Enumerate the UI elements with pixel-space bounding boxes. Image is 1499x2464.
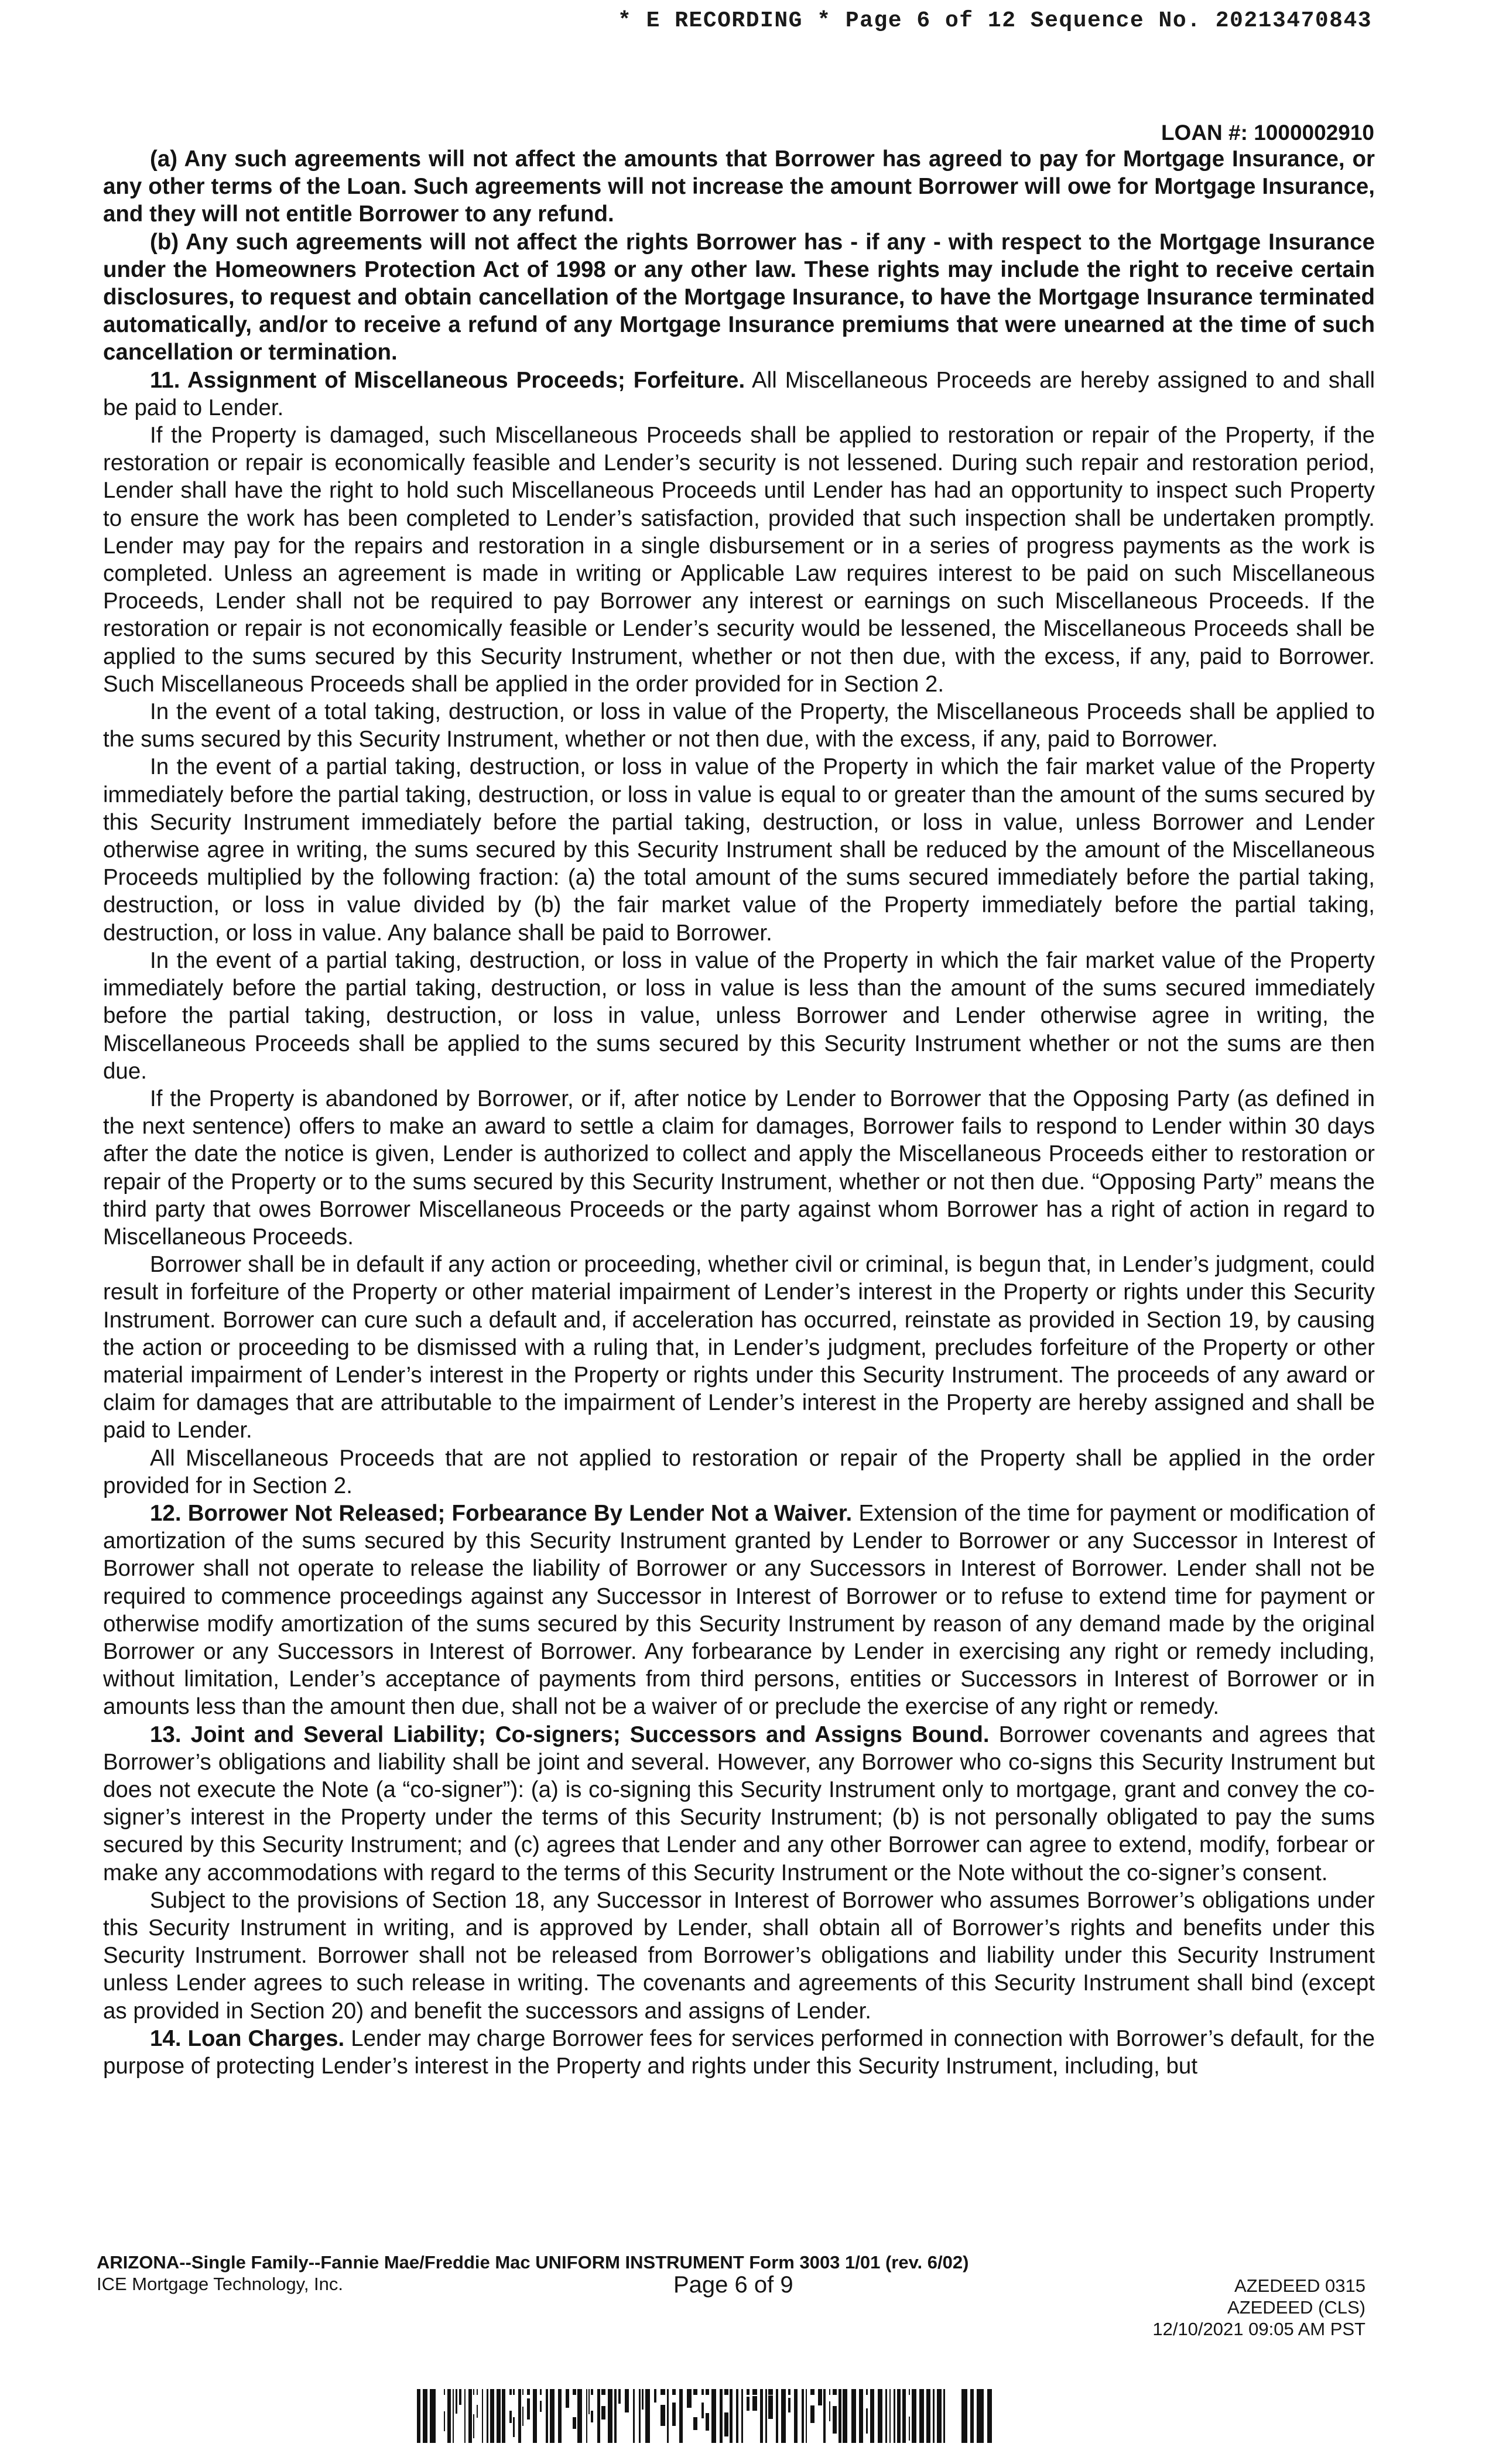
barcode-bar	[933, 2389, 935, 2443]
barcode-bar	[654, 2389, 656, 2395]
barcode-bar	[894, 2389, 895, 2443]
barcode-bar	[456, 2394, 457, 2414]
paragraph-misc-proceeds-order: All Miscellaneous Proceeds that are not applied to restoration or repair of the Property shall be applied in the order provided for in Section 2.	[103, 1445, 1375, 1498]
barcode-bar	[693, 2389, 697, 2395]
barcode-bar	[977, 2389, 984, 2443]
barcode-bar	[833, 2406, 837, 2434]
paragraph-property-damaged: If the Property is damaged, such Miscellaneous Proceeds shall be applied to restoration or repair of the Property, if the restoration or repair is economically feasible and Lender’s security is not lessened. During such repair and restoration period, Lender shall have the right to hold such Miscellaneous Proceeds until Lender has had an opportunity to inspect such Property to ensure the work has been completed to Lender’s satisfaction, provided that such inspection shall be undertaken promptly. Lender may pay for the repairs and restoration in a single disbursement or in a series of progress payments as the work is completed. Unless an agreement is made in writing or Applicable Law requires interest to be paid on such Miscellaneous Proceeds, Lender shall not be required to pay Borrower any interest or earnings on such Miscellaneous Proceeds. If the restoration or repair is not economically feasible or Lender’s security would be lessened, the Miscellaneous Proceeds shall be applied to the sums secured by this Security Instrument, whether or not then due, with the excess, if any, paid to Borrower. Such Miscellaneous Proceeds shall be applied in the order provided for in Section 2.	[103, 423, 1375, 697]
section-12-text: Extension of the time for payment or modification of amortization of the sums secured by this Security Instrument granted by Lender to Borrower or any Successor in Interest of Borrower shall not operate to release the liability of Borrower or any Successors in Interest of Borrower. Lender shall not be required to commence proceedings against any Successor in Interest of Borrower or to refuse to extend time for payment or otherwise modify amortization of the sums secured by this Security Instrument by reason of any demand made by the original Borrower or any Successors in Interest of Borrower. Any forbearance by Lender in exercising any right or remedy including, without limitation, Lender’s acceptance of payments from third persons, entities or Successors in Interest of Borrower or in amounts less than the amount then due, shall not be a waiver of or preclude the exercise of any right or remedy.	[103, 1500, 1375, 1720]
barcode-bar	[672, 2403, 676, 2426]
barcode-bar	[447, 2389, 451, 2443]
barcode-bar	[601, 2389, 605, 2395]
footer-left	[97, 2251, 968, 2295]
barcode-bar	[802, 2389, 804, 2443]
barcode-bar	[477, 2405, 478, 2418]
barcode-bar	[533, 2389, 537, 2443]
barcode-bar	[459, 2394, 461, 2405]
barcode-bar	[752, 2396, 757, 2411]
paragraph-successor-interest: Subject to the provisions of Section 18, any Successor in Interest of Borrower who assumes Borrower’s obligations under this Security Instrument in writing, and is approved by Lender, shall obtain all of Borrower’s rights and benefits under this Security Instrument. Borrower shall not be released from Borrower’s obligations and liability under this Security Instrument unless Lender agrees to such release in writing. The covenants and agreements of this Security Instrument shall bind (except as provided in Section 20) and benefit the successors and assigns of Lender.	[103, 1887, 1375, 2024]
barcode-bar	[642, 2389, 644, 2395]
barcode-bar	[459, 2389, 461, 2395]
barcode-bar	[639, 2389, 641, 2443]
barcode-bar	[444, 2411, 445, 2431]
barcode-bar	[502, 2389, 505, 2443]
barcode-bar	[468, 2389, 472, 2443]
barcode-bar	[794, 2389, 798, 2443]
barcode-bar	[509, 2411, 512, 2423]
barcode-bar	[866, 2389, 868, 2395]
paragraph-total-taking: In the event of a total taking, destruction, or loss in value of the Property, the Miscellaneous Proceeds shall be applied to the sums secured by this Security Instrument, whether or not then due, with the excess, if any, paid to Borrower.	[103, 699, 1375, 752]
barcode-bar	[810, 2405, 814, 2423]
barcode-bar	[878, 2389, 882, 2443]
section-12	[103, 1500, 1375, 1721]
barcode-bar	[724, 2412, 728, 2436]
barcode-bar	[601, 2406, 605, 2419]
barcode	[417, 2389, 1002, 2443]
footer-timestamp: 12/10/2021 09:05 AM PST	[1152, 2319, 1365, 2339]
barcode-bar	[937, 2389, 942, 2443]
barcode-bar	[926, 2389, 930, 2443]
barcode-bar	[444, 2389, 445, 2395]
barcode-bar	[423, 2389, 427, 2443]
barcode-bar	[518, 2389, 521, 2443]
footer-code-1: AZEDEED 0315	[1234, 2275, 1365, 2296]
paragraph-partial-taking-less: In the event of a partial taking, destruction, or loss in value of the Property in which the fair market value of the Property immediately before the partial taking, destruction, or loss in value is less than the amount of the sums secured immediately before the partial taking, destruction, or loss in value, unless Borrower and Lender otherwise agree in writing, the Miscellaneous Proceeds shall be applied to the sums secured by this Security Instrument whether or not the sums are then due.	[103, 947, 1375, 1084]
section-12-heading: 12. Borrower Not Released; Forbearance By Lender Not a Waiver.	[150, 1500, 853, 1526]
barcode-bar	[513, 2417, 515, 2437]
barcode-bar	[701, 2403, 704, 2418]
barcode-bar	[660, 2389, 665, 2395]
section-14	[103, 2025, 1375, 2080]
barcode-bar	[540, 2401, 542, 2412]
barcode-bar	[839, 2389, 841, 2443]
barcode-bar	[490, 2389, 494, 2443]
barcode-bar	[577, 2389, 582, 2443]
section-14-heading: 14. Loan Charges.	[150, 2025, 345, 2051]
barcode-bar	[591, 2411, 593, 2422]
paragraph-borrower-default: Borrower shall be in default if any action or proceeding, whether civil or criminal, is begun that, in Lender’s judgment, could result in forfeiture of the Property or other material impairment of Lender’s interest in the Property or rights under this Security Instrument. Borrower can cure such a default and, if acceleration has occurred, reinstate as provided in Section 19, by causing the action or proceeding to be dismissed with a ruling that, in Lender’s judgment, precludes forfeiture of the Property or other material impairment of Lender’s interest in the Property or rights under this Security Instrument. The proceeds of any award or claim for damages that are attributable to the impairment of Lender’s interest in the Property are hereby assigned and shall be paid to Lender.	[103, 1252, 1375, 1443]
section-11-text: All Miscellaneous Proceeds are hereby assigned to and shall be paid to Lender.	[103, 367, 1375, 420]
barcode-bar	[588, 2389, 590, 2395]
barcode-bar	[720, 2389, 723, 2443]
barcode-bar	[509, 2389, 512, 2395]
barcode-bar	[618, 2389, 621, 2395]
barcode-bar	[706, 2389, 709, 2395]
footer-code-2: AZEDEED (CLS)	[1227, 2297, 1365, 2318]
barcode-bar	[760, 2389, 763, 2443]
footer-page-number: Page 6 of 9	[673, 2272, 793, 2298]
barcode-bar	[473, 2414, 474, 2438]
barcode-bar	[513, 2389, 515, 2395]
barcode-bar	[859, 2389, 863, 2443]
barcode-bar	[566, 2389, 569, 2395]
barcode-bar	[614, 2389, 617, 2443]
barcode-bar	[851, 2389, 856, 2443]
barcode-bar	[482, 2389, 483, 2443]
barcode-bar	[889, 2389, 891, 2443]
barcode-bar	[788, 2389, 790, 2395]
barcode-bar	[417, 2389, 420, 2443]
barcode-bar	[625, 2389, 629, 2395]
barcode-bar	[527, 2389, 530, 2395]
barcode-bar	[724, 2389, 728, 2395]
barcode-bar	[776, 2389, 778, 2443]
barcode-bar	[558, 2389, 562, 2443]
barcode-bar	[765, 2389, 767, 2443]
barcode-bar	[752, 2389, 757, 2395]
barcode-bar	[546, 2389, 548, 2443]
section-11-heading: 11. Assignment of Miscellaneous Proceeds; Forfeiture.	[150, 367, 745, 393]
barcode-bar	[912, 2389, 916, 2443]
barcode-bar	[736, 2389, 738, 2443]
barcode-bar	[919, 2389, 924, 2443]
barcode-bar	[625, 2392, 629, 2412]
barcode-bar	[711, 2389, 716, 2443]
barcode-bar	[823, 2389, 826, 2443]
barcode-bar	[667, 2389, 669, 2443]
barcode-bar	[522, 2407, 523, 2426]
section-13-text: Borrower covenants and agrees that Borrower’s obligations and liability shall be joint and several. However, any Borrower who co-signs this Security Instrument but does not execute the Note (a “co-signer”): (a) is co-signing this Security Instrument only to mortgage, grant and convey the co-signer’s interest in the Property under the terms of this Security Instrument; (b) is not personally obligated to pay the sums secured by this Security Instrument; and (c) agrees that Lender and any other Borrower can agree to extend, modify, forbear or make any accommodations with regard to the terms of this Security Instrument or the Note without the co-signer’s consent.	[103, 1722, 1375, 1885]
paragraph-property-abandoned: If the Property is abandoned by Borrower, or if, after notice by Lender to Borrower that the Opposing Party (as defined in the next sentence) offers to make an award to settle a claim for damages, Borrower fails to respond to Lender within 30 days after the date the notice is given, Lender is authorized to collect and apply the Miscellaneous Proceeds either to restoration or repair of the Property or to the sums secured by this Security Instrument, whether or not then due. “Opposing Party” means the third party that owes Borrower Miscellaneous Proceeds or the party against whom Borrower has a right of action in regard to Miscellaneous Proceeds.	[103, 1086, 1375, 1250]
footer-company: ICE Mortgage Technology, Inc.	[97, 2274, 344, 2294]
barcode-bar	[730, 2389, 733, 2443]
barcode-bar	[586, 2389, 587, 2443]
barcode-bar	[693, 2417, 697, 2430]
barcode-bar	[909, 2389, 910, 2395]
barcode-bar	[701, 2389, 704, 2395]
barcode-bar	[747, 2389, 750, 2395]
barcode-bar	[473, 2389, 474, 2395]
barcode-bar	[687, 2389, 692, 2395]
barcode-bar	[550, 2389, 555, 2443]
loan-number: LOAN #: 1000002910	[1161, 121, 1374, 145]
barcode-bar	[747, 2397, 750, 2411]
barcode-bar	[522, 2389, 523, 2395]
paragraph-10a: (a) Any such agreements will not affect the amounts that Borrower has agreed to pay for Mortgage Insurance, or any other terms of the Loan. Such agreements will not increase the amount Borrower will owe for Mortgage Insurance, and they will not entitle Borrower to any refund.	[103, 146, 1375, 227]
barcode-bar	[970, 2389, 974, 2443]
barcode-bar	[829, 2401, 830, 2421]
barcode-bar	[833, 2389, 837, 2395]
barcode-bar	[487, 2389, 488, 2443]
barcode-bar	[527, 2398, 530, 2419]
barcode-bar	[788, 2398, 790, 2412]
barcode-bar	[943, 2389, 945, 2443]
paragraph-partial-taking-greater: In the event of a partial taking, destruction, or loss in value of the Property in which the fair market value of the Property immediately before the partial taking, destruction, or loss in value is equal to or greater than the amount of the sums secured by this Security Instrument immediately before the partial taking, destruction, or loss in value, unless Borrower and Lender otherwise agree in writing, the sums secured by this Security Instrument shall be reduced by the amount of the Miscellaneous Proceeds multiplied by the following fraction: (a) the total amount of the sums secured immediately before the partial taking, destruction, or loss in value divided by (b) the fair market value of the Property immediately before the partial taking, destruction, or loss in value. Any balance shall be paid to Borrower.	[103, 754, 1375, 946]
barcode-bar	[987, 2389, 992, 2443]
barcode-bar	[464, 2389, 466, 2443]
barcode-bar	[706, 2413, 709, 2431]
barcode-bar	[672, 2389, 676, 2395]
barcode-bar	[897, 2389, 901, 2443]
barcode-bar	[453, 2389, 454, 2443]
barcode-bar	[781, 2389, 786, 2443]
footer-form-title: ARIZONA--Single Family--Fannie Mae/Freddie Mac UNIFORM INSTRUMENT Form 3003 1/01 (rev. 6/02)	[97, 2252, 969, 2273]
barcode-bar	[843, 2389, 847, 2443]
paragraph-10b: (b) Any such agreements will not affect the rights Borrower has - if any - with respect to the Mortgage Insurance under the Homeowners Protection Act of 1998 or any other law. These rights may include the right to receive certain disclosures, to request and obtain cancellation of the Mortgage Insurance, to have the Mortgage Insurance terminated automatically, and/or to receive a refund of any Mortgage Insurance premiums that were unearned at the time of such cancellation or termination.	[103, 229, 1375, 365]
document-body	[103, 145, 1375, 2080]
barcode-bar	[430, 2389, 436, 2443]
barcode-bar	[810, 2389, 814, 2395]
barcode-bar	[902, 2389, 906, 2443]
barcode-bar	[885, 2389, 887, 2443]
barcode-bar	[679, 2389, 683, 2443]
barcode-bar	[870, 2389, 874, 2443]
section-13	[103, 1721, 1375, 1887]
barcode-bar	[540, 2389, 542, 2395]
barcode-bar	[456, 2389, 457, 2395]
barcode-bar	[477, 2389, 478, 2395]
barcode-bar	[961, 2389, 967, 2443]
barcode-bar	[633, 2389, 635, 2443]
section-13-heading: 13. Joint and Several Liability; Co-signers; Successors and Assigns Bound.	[150, 1722, 990, 1747]
barcode-bar	[866, 2408, 868, 2434]
barcode-bar	[573, 2417, 576, 2429]
section-11	[103, 367, 1375, 422]
recording-header: * E RECORDING * Page 6 of 12 Sequence No. 20213470843	[618, 8, 1373, 33]
barcode-bar	[573, 2389, 576, 2395]
barcode-bar	[597, 2389, 600, 2443]
barcode-bar	[806, 2389, 807, 2443]
barcode-bar	[645, 2389, 650, 2443]
barcode-bar	[642, 2394, 644, 2410]
barcode-bar	[497, 2389, 501, 2443]
barcode-bar	[741, 2389, 743, 2443]
footer-right	[1152, 2275, 1365, 2340]
barcode-bar	[591, 2389, 593, 2395]
barcode-bar	[909, 2417, 910, 2441]
barcode-bar	[608, 2389, 612, 2443]
barcode-bar	[660, 2405, 665, 2426]
barcode-bar	[818, 2389, 822, 2395]
barcode-bar	[829, 2389, 830, 2395]
section-14-text: Lender may charge Borrower fees for services performed in connection with Borrower’s default, for the purpose of protecting Lender’s interest in the Property and rights under this Security Instrument, including, but	[103, 2025, 1375, 2079]
barcode-bar	[768, 2389, 773, 2395]
barcode-bar	[588, 2395, 590, 2414]
barcode-bar	[768, 2395, 773, 2419]
